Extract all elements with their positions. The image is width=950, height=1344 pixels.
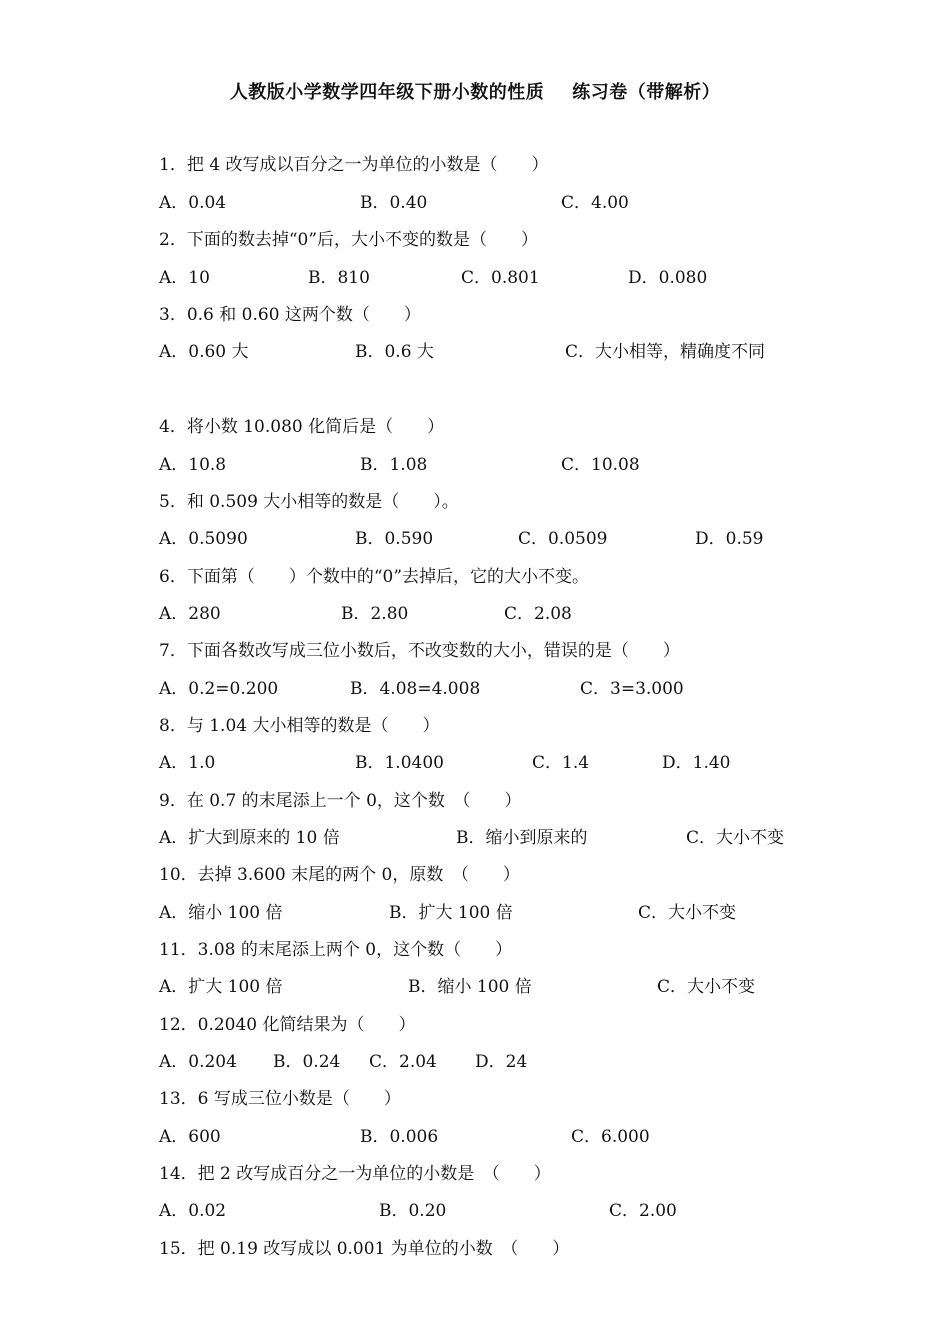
question-6: 6．下面第（ ）个数中的“0”去掉后，它的大小不变。 [159,567,590,587]
option: A．600 [159,1127,221,1147]
option: B．810 [308,268,370,288]
title-main: 人教版小学数学四年级下册小数的性质 [229,82,545,103]
question-5: 5．和 0.509 大小相等的数是（ ）。 [159,492,459,512]
question-15: 15．把 0.19 改写成以 0.001 为单位的小数 （ ） [159,1239,570,1259]
question-14: 14．把 2 改写成百分之一为单位的小数是 （ ） [159,1164,551,1184]
option: A．280 [159,604,221,624]
option: B．0.6 大 [355,342,434,362]
option: B．2.80 [341,604,409,624]
option: D．0.59 [695,529,764,549]
option: A．扩大到原来的 10 倍 [159,828,340,848]
question-10: 10．去掉 3.600 末尾的两个 0，原数 （ ） [159,865,520,885]
option: B．0.20 [379,1201,447,1221]
option: C．3=3.000 [580,679,684,699]
option: C．2.04 [369,1052,437,1072]
option: C．10.08 [561,455,640,475]
option: C．大小不变 [686,828,785,848]
option: B．缩小 100 倍 [408,977,532,997]
option: B．扩大 100 倍 [389,903,513,923]
option: A．扩大 100 倍 [159,977,283,997]
option: D．24 [475,1052,528,1072]
question-11: 11．3.08 的末尾添上两个 0，这个数（ ） [159,940,513,960]
option: B．0.590 [355,529,434,549]
option: C．1.4 [532,753,590,773]
option: C．2.08 [504,604,572,624]
option: A．0.60 大 [159,342,249,362]
option: C．4.00 [561,193,629,213]
page-title [0,78,950,104]
question-4: 4．将小数 10.080 化简后是（ ） [159,417,445,437]
question-1: 1．把 4 改写成以百分之一为单位的小数是（ ） [159,155,549,175]
option: A．0.5090 [159,529,248,549]
option: D．0.080 [628,268,708,288]
option: C．大小相等，精确度不同 [565,342,766,362]
question-3: 3．0.6 和 0.60 这两个数（ ） [159,305,421,325]
option: C．大小不变 [638,903,737,923]
option: A．10.8 [159,455,227,475]
option: A．0.204 [159,1052,237,1072]
option: C．2.00 [609,1201,677,1221]
option: A．1.0 [159,753,216,773]
question-2: 2．下面的数去掉“0”后，大小不变的数是（ ） [159,230,539,250]
option: B．1.0400 [355,753,444,773]
option: B．0.24 [273,1052,341,1072]
option: C．0.0509 [518,529,608,549]
option: B．0.006 [360,1127,439,1147]
option: A．0.2=0.200 [159,679,279,699]
option: C．大小不变 [657,977,756,997]
option: B．0.40 [360,193,428,213]
option: C．0.801 [461,268,540,288]
option: A．缩小 100 倍 [159,903,283,923]
question-13: 13．6 写成三位小数是（ ） [159,1089,401,1109]
option: B．4.08=4.008 [350,679,481,699]
option: B．1.08 [360,455,428,475]
option: A．0.02 [159,1201,227,1221]
option: B．缩小到原来的 [456,828,588,848]
option: A．10 [159,268,210,288]
title-suffix: 练习卷（带解析） [572,82,721,103]
option: A．0.04 [159,193,227,213]
question-12: 12．0.2040 化简结果为（ ） [159,1015,416,1035]
question-9: 9．在 0.7 的末尾添上一个 0，这个数 （ ） [159,791,522,811]
option: D．1.40 [662,753,731,773]
question-8: 8．与 1.04 大小相等的数是（ ） [159,716,440,736]
option: C．6.000 [571,1127,650,1147]
question-7: 7．下面各数改写成三位小数后，不改变数的大小，错误的是（ ） [159,641,680,661]
